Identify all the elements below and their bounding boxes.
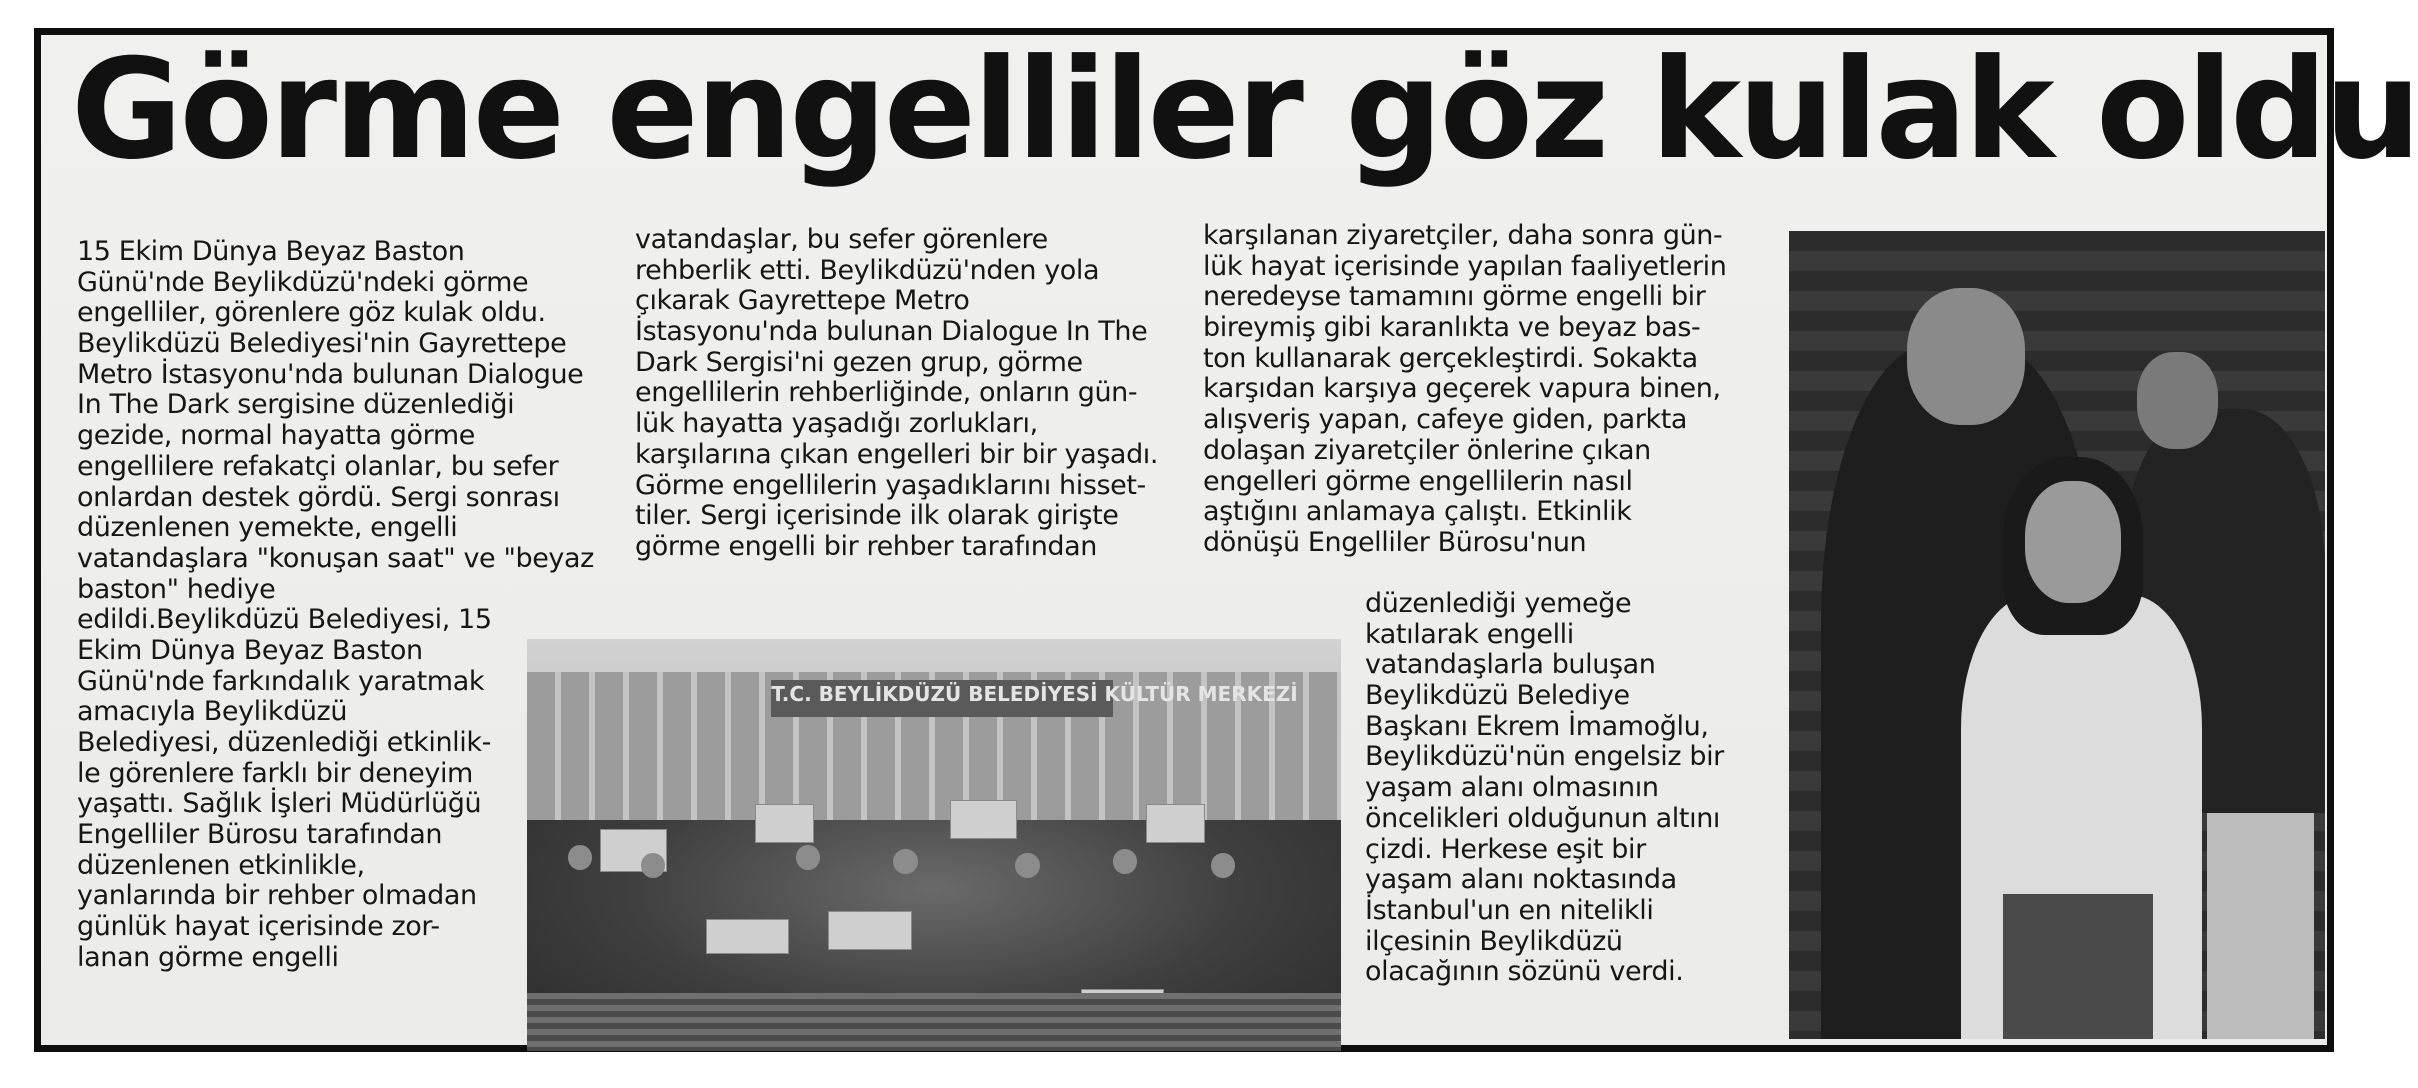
article-line: Başkanı Ekrem İmamoğlu,: [1365, 710, 1709, 742]
article-line: lük hayatta yaşadığı zorlukları,: [635, 408, 1038, 440]
article-line: vatandaşlar, bu sefer görenlere: [635, 224, 1048, 255]
person: [1211, 853, 1235, 878]
article-line: onlardan destek gördü. Sergi sonrası: [77, 481, 560, 513]
placard: [828, 911, 911, 950]
article-line: günlük hayat içerisinde zor-: [77, 911, 440, 943]
photo-man-head: [1907, 288, 2025, 425]
article-line: engellilere refakatçi olanlar, bu sefer: [77, 450, 559, 482]
article-line: le görenlere farklı bir deneyim: [77, 757, 473, 789]
article-line: gezide, normal hayatta görme: [77, 420, 476, 452]
article-line: bireymiş gibi karanlıkta ve beyaz bas-: [1203, 312, 1701, 344]
article-line: karşılanan ziyaretçiler, daha sonra gün-: [1203, 220, 1723, 251]
article-line: neredeyse tamamını görme engelli bir: [1203, 281, 1706, 313]
article-line: engellilerin rehberliğinde, onların gün-: [635, 377, 1138, 409]
article-line: 15 Ekim Dünya Beyaz Baston: [77, 236, 465, 267]
article-line: Görme engellilerin yaşadıklarını hisset-: [635, 469, 1146, 501]
article-line: İstasyonu'nda bulunan Dialogue In The: [635, 316, 1148, 348]
article-line: yaşam alanı olmasının: [1365, 772, 1659, 804]
article-line: ton kullanarak gerçekleştirdi. Sokakta: [1203, 342, 1698, 374]
article-column-3: [1203, 221, 1773, 559]
article-line: baston" hediye: [77, 573, 276, 605]
group-photo: [527, 639, 1341, 1051]
portrait-photo: [1789, 231, 2325, 1039]
article-line: amacıyla Beylikdüzü: [77, 696, 348, 728]
article-line: ilçesinin Beylikdüzü: [1365, 925, 1623, 957]
article-column-4: [1365, 589, 1785, 988]
article-line: Günü'nde Beylikdüzü'ndeki görme: [77, 266, 529, 298]
article-line: engelleri görme engellilerin nasıl: [1203, 465, 1633, 497]
article-line: Beylikdüzü'nün engelsiz bir: [1365, 741, 1724, 773]
placard: [950, 800, 1017, 839]
article-line: In The Dark sergisine düzenlediği: [77, 389, 515, 421]
placard: [706, 919, 789, 954]
headline: Görme engelliler göz kulak oldu: [71, 29, 2418, 190]
article-line: lük hayat içerisinde yapılan faaliyetlerin: [1203, 250, 1727, 282]
article-line: vatandaşlara "konuşan saat" ve "beyaz: [77, 542, 594, 574]
photo-steps: [527, 993, 1341, 1051]
article-column-2: [635, 225, 1225, 563]
photo-man-behind-head: [2137, 352, 2217, 449]
article-line: dolaşan ziyaretçiler önlerine çıkan: [1203, 434, 1651, 466]
article-line: düzenlenen yemekte, engelli: [77, 512, 458, 544]
article-line: Beylikdüzü Belediyesi'nin Gayrettepe: [77, 328, 567, 360]
person: [1015, 853, 1039, 878]
article-line: vatandaşlarla buluşan: [1365, 649, 1656, 681]
article-line: Engelliler Bürosu tarafından: [77, 819, 443, 851]
person: [568, 845, 592, 870]
article-line: tiler. Sergi içerisinde ilk olarak girişte: [635, 500, 1119, 532]
newspaper-clipping: [41, 29, 2418, 1045]
clipping-frame: [34, 28, 2418, 1052]
person: [893, 849, 917, 874]
article-line: engelliler, görenlere göz kulak oldu.: [77, 297, 546, 329]
article-line: İstanbul'un en nitelikli: [1365, 894, 1654, 926]
photo-girl-jeans: [2003, 894, 2153, 1039]
article-line: düzenlediği yemeğe: [1365, 588, 1632, 619]
article-line: Beylikdüzü Belediye: [1365, 680, 1630, 712]
photo-building-sign: T.C. BEYLİKDÜZÜ BELEDİYESİ KÜLTÜR MERKEZİ: [771, 680, 1113, 717]
article-line: katılarak engelli: [1365, 618, 1574, 650]
placard: [755, 804, 814, 843]
article-line: alışveriş yapan, cafeye giden, parkta: [1203, 404, 1688, 436]
article-line: öncelikleri olduğunun altını: [1365, 802, 1721, 834]
article-line: çıkarak Gayrettepe Metro: [635, 285, 970, 317]
article-line: Metro İstasyonu'nda bulunan Dialogue: [77, 358, 584, 390]
article-line: görme engelli bir rehber tarafından: [635, 530, 1098, 562]
article-line: dönüşü Engelliler Bürosu'nun: [1203, 526, 1587, 558]
article-line: lanan görme engelli: [77, 941, 339, 973]
article-line: Dark Sergisi'ni gezen grup, görme: [635, 346, 1083, 378]
article-line: olacağının sözünü verdi.: [1365, 956, 1684, 988]
article-line: Belediyesi, düzenlediği etkinlik-: [77, 727, 491, 758]
article-line: yaşattı. Sağlık İşleri Müdürlüğü: [77, 788, 482, 820]
article-line: aştığını anlamaya çalıştı. Etkinlik: [1203, 496, 1632, 528]
article-line: yanlarında bir rehber olmadan: [77, 880, 477, 912]
article-line: çizdi. Herkese eşit bir: [1365, 833, 1646, 865]
photo-girl-face: [2025, 481, 2121, 602]
article-line: yaşam alanı noktasında: [1365, 864, 1677, 896]
article-line: rehberlik etti. Beylikdüzü'nden yola: [635, 254, 1100, 286]
article-line: Günü'nde farkındalık yaratmak: [77, 665, 485, 697]
article-line: düzenlenen etkinlikle,: [77, 849, 365, 881]
article-line: Ekim Dünya Beyaz Baston: [77, 634, 423, 666]
person: [796, 845, 820, 870]
placard: [1146, 804, 1205, 843]
article-line: edildi.Beylikdüzü Belediyesi, 15: [77, 604, 492, 636]
article-line: karşıdan karşıya geçerek vapura binen,: [1203, 373, 1721, 405]
article-line: karşılarına çıkan engelleri bir bir yaşadı.: [635, 438, 1159, 470]
